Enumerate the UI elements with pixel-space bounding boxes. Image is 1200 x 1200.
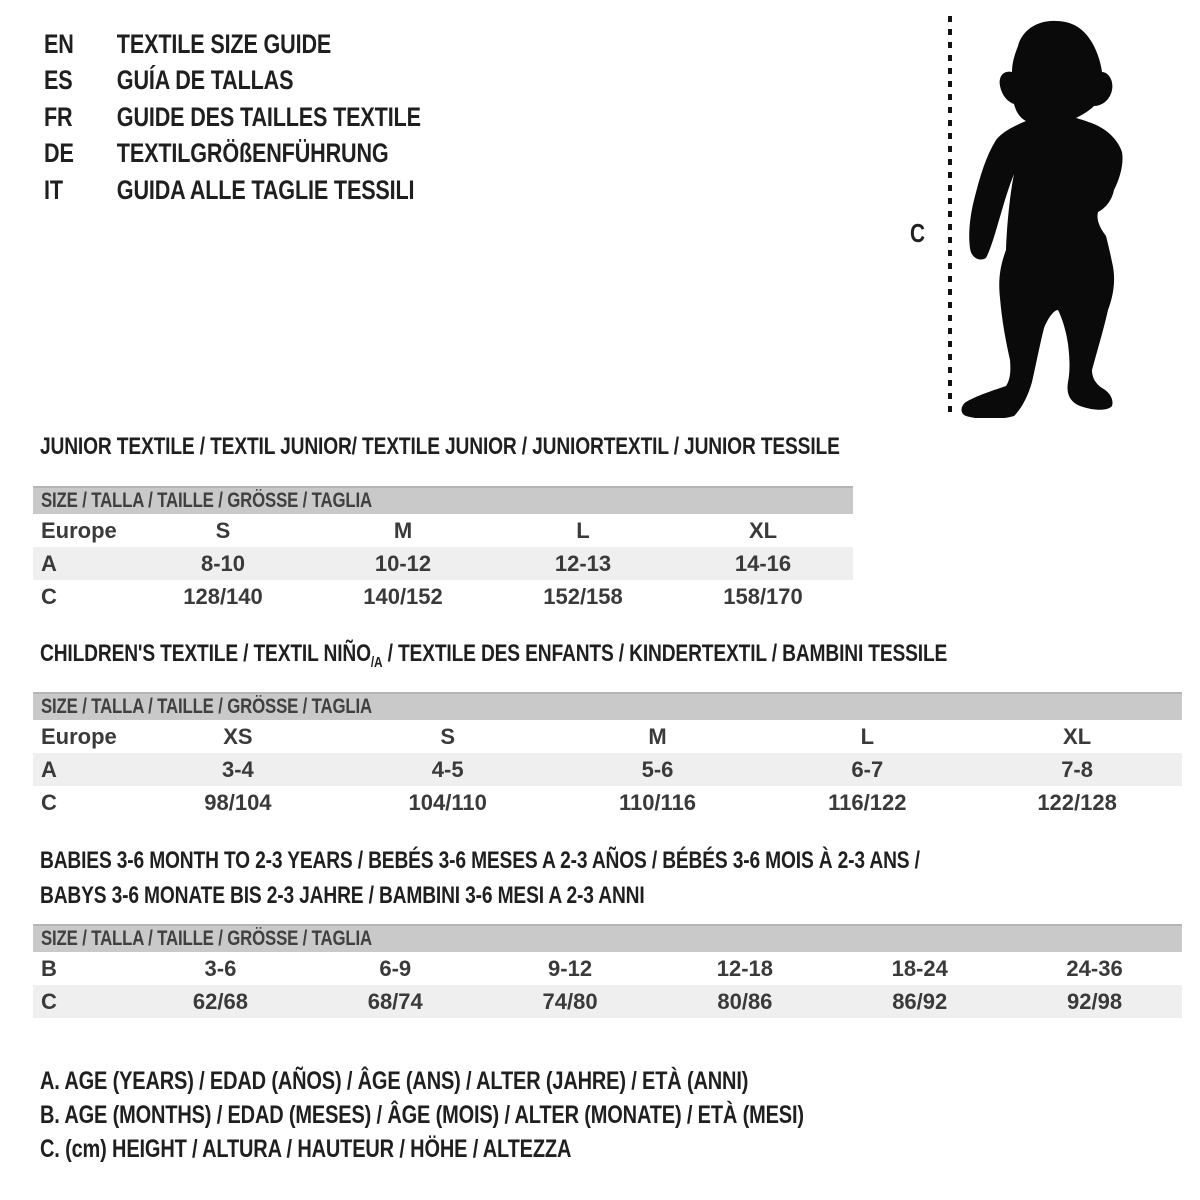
table-row: [33, 952, 1182, 985]
table-cell: XS: [223, 723, 253, 749]
table-cell: 128/140: [183, 583, 263, 609]
table-cell: 74/80: [542, 988, 598, 1014]
row-label: C: [41, 789, 57, 815]
row-label: C: [41, 988, 57, 1014]
table-cell: 104/110: [408, 789, 487, 815]
lang-code: ES: [44, 65, 73, 96]
lang-row-de: [44, 136, 421, 173]
height-measure-label: C: [910, 218, 925, 248]
size-bar-label: SIZE / TALLA / TAILLE / GRÖSSE / TAGLIA: [41, 927, 372, 950]
table-cell: 12-18: [716, 955, 774, 981]
babies-section-title: BABIES 3-6 MONTH TO 2-3 YEARS / BEBÉS 3-6 MESES A 2-3 AÑOS / BÉBÉS 3-6 MOIS À 2-3 ANS / BABYS 3-6 MONATE BIS 2-3 JAHRE / BAMBINI 3-6 MESI A 2-3 ANNI: [40, 847, 920, 909]
junior-size-table: [33, 486, 853, 613]
table-row: [33, 985, 1182, 1018]
row-label: B: [41, 955, 57, 981]
table-cell: M: [648, 723, 667, 749]
table-cell: 122/128: [1037, 789, 1117, 815]
table-row: [33, 580, 853, 613]
table-row: [33, 720, 1182, 753]
language-header: [44, 26, 515, 209]
row-label: C: [41, 583, 57, 609]
table-cell: 4-5: [431, 756, 464, 782]
table-row: [33, 547, 853, 580]
table-row: [33, 753, 1182, 786]
table-cell: 140/152: [363, 583, 443, 609]
table-cell: 110/116: [618, 789, 697, 815]
table-cell: XL: [748, 517, 778, 543]
table-row: [33, 786, 1182, 819]
toddler-silhouette-icon: [956, 18, 1141, 418]
table-cell: S: [440, 723, 456, 749]
table-cell: 9-12: [548, 955, 593, 981]
lang-row-es: [44, 63, 421, 100]
lang-code: EN: [44, 28, 74, 59]
legend-line-b: B. AGE (MONTHS) / EDAD (MESES) / ÂGE (MOIS) / ALTER (MONATE) / ETÀ (MESI): [40, 1101, 804, 1129]
children-section-title: CHILDREN'S TEXTILE / TEXTIL $NIÑO_{/A}$ / TEXTILE DES ENFANTS / KINDERTEXTIL / BAMBINI TESSILE: [40, 640, 948, 671]
row-label: Europe: [41, 723, 117, 749]
size-bar: [33, 692, 1182, 720]
table-cell: 7-8: [1061, 756, 1093, 782]
nino-a-subscript: /A: [370, 654, 383, 671]
table-cell: S: [215, 517, 231, 543]
table-cell: 86/92: [892, 988, 948, 1014]
table-cell: 3-4: [222, 756, 254, 782]
legend-line-a: A. AGE (YEARS) / EDAD (AÑOS) / ÂGE (ANS) / ALTER (JAHRE) / ETÀ (ANNI): [40, 1067, 749, 1095]
table-cell: 3-6: [204, 955, 237, 981]
table-cell: 80/86: [717, 988, 773, 1014]
lang-title: GUIDE DES TAILLES TEXTILE: [116, 101, 421, 132]
size-bar: [33, 486, 853, 514]
table-cell: L: [576, 517, 590, 543]
table-cell: 14-16: [734, 550, 792, 576]
table-cell: 68/74: [367, 988, 423, 1014]
legend: [40, 1064, 995, 1166]
lang-title: GUIDA ALLE TAGLIE TESSILI: [116, 174, 415, 205]
table-cell: L: [860, 723, 875, 749]
lang-code: DE: [44, 138, 74, 169]
row-label: Europe: [41, 517, 117, 543]
lang-title: GUÍA DE TALLAS: [116, 65, 294, 96]
children-size-table: [33, 692, 1182, 819]
lang-code: FR: [44, 101, 73, 132]
lang-title: TEXTILE SIZE GUIDE: [116, 28, 332, 59]
lang-code: IT: [44, 174, 63, 205]
table-cell: 152/158: [543, 583, 623, 609]
table-cell: 98/104: [204, 789, 272, 815]
lang-title: TEXTILGRÖßENFÜHRUNG: [116, 138, 389, 169]
row-label: A: [41, 756, 57, 782]
table-cell: 5-6: [641, 756, 674, 782]
junior-section-title: JUNIOR TEXTILE / TEXTIL JUNIOR/ TEXTILE JUNIOR / JUNIORTEXTIL / JUNIOR TESSILE: [40, 433, 840, 460]
table-cell: 6-7: [851, 756, 884, 782]
table-cell: 92/98: [1067, 988, 1123, 1014]
table-cell: 158/170: [723, 583, 803, 609]
lang-row-fr: [44, 99, 421, 136]
table-cell: 12-13: [554, 550, 612, 576]
table-cell: 62/68: [192, 988, 248, 1014]
table-cell: 10-12: [374, 550, 432, 576]
size-bar-label: SIZE / TALLA / TAILLE / GRÖSSE / TAGLIA: [41, 489, 372, 512]
babies-size-table: [33, 924, 1182, 1018]
table-cell: 8-10: [200, 550, 246, 576]
measurement-figure: [900, 10, 1190, 422]
lang-row-it: [44, 172, 421, 209]
table-cell: XL: [1063, 723, 1092, 749]
table-cell: M: [393, 517, 413, 543]
table-body: [33, 952, 1182, 1018]
table-cell: 6-9: [379, 955, 412, 981]
row-label: A: [41, 550, 57, 576]
lang-row-en: [44, 26, 421, 63]
size-bar-label: SIZE / TALLA / TAILLE / GRÖSSE / TAGLIA: [41, 695, 372, 718]
size-bar: [33, 924, 1182, 952]
table-cell: 116/122: [828, 789, 907, 815]
table-body: [33, 720, 1182, 819]
table-cell: 24-36: [1066, 955, 1123, 981]
table-row: [33, 514, 853, 547]
height-dotted-line: [948, 16, 952, 418]
table-cell: 18-24: [891, 955, 948, 981]
legend-line-c: C. (cm) HEIGHT / ALTURA / HAUTEUR / HÖHE / ALTEZZA: [40, 1135, 572, 1163]
table-body: [33, 514, 853, 613]
